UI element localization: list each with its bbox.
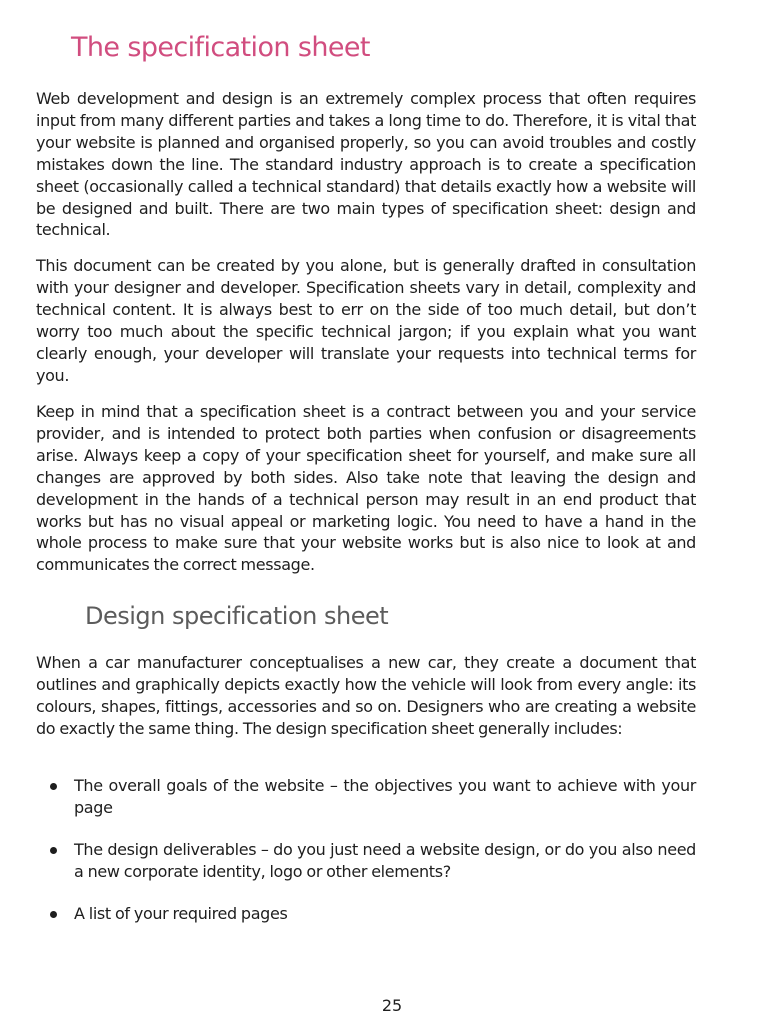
page-title: The specification sheet	[71, 32, 370, 63]
bullet-icon	[50, 911, 57, 918]
paragraph-drafting: This document can be created by you alone, but is generally drafted in consultation with your designer and developer. Specification sheets vary in detail, complexity and technical content. It is always best to err on the side of too much detail, but don’t worry too much about the specific technical jargon; if you explain what you want clearly enough, your developer will translate your requests into technical terms for you.	[36, 256, 696, 385]
paragraph-intro: Web development and design is an extremely complex process that often requires input from many different parties and takes a long time to do. Therefore, it is vital that your website is planned and organised properly, so you can avoid troubles and costly mistakes down the line. The standard industry approach is to create a specification sheet (occasionally called a technical standard) that details exactly how a website will be designed and built. There are two main types of specification sheet: design and technical.	[36, 89, 696, 240]
list-item-text: The design deliverables – do you just need a website design, or do you also need a new corporate identity, logo or other elements?	[74, 839, 696, 881]
list-item	[48, 775, 696, 819]
bullet-icon	[50, 783, 57, 790]
page-number: 25	[381, 996, 403, 1015]
paragraph-contract: Keep in mind that a specification sheet is a contract between you and your service provider, and is intended to protect both parties when confusion or disagreements arise. Always keep a copy of your specification sheet for yourself, and make sure all changes are approved by both sides. Also take note that leaving the design and development in the hands of a technical person may result in an end product that works but has no visual appeal or marketing logic. You need to have a hand in the whole process to make sure that your website works but is also nice to look at and communicates the correct message.	[36, 402, 696, 575]
list-item-text: The overall goals of the website – the objectives you want to achieve with your page	[74, 776, 696, 817]
section-heading: Design specification sheet	[85, 602, 389, 630]
paragraph-design-spec: When a car manufacturer conceptualises a new car, they create a document that outlines and graphically depicts exactly how the vehicle will look from every angle: its colours, shapes, fittings, accessories and so on. Designers who are creating a website do exactly the same thing. The design specification sheet generally includes:	[36, 653, 696, 738]
list-item-text: A list of your required pages	[74, 903, 288, 923]
list-item	[48, 839, 696, 883]
bullet-list	[48, 775, 696, 925]
list-item	[48, 903, 696, 925]
bullet-icon	[50, 847, 57, 854]
